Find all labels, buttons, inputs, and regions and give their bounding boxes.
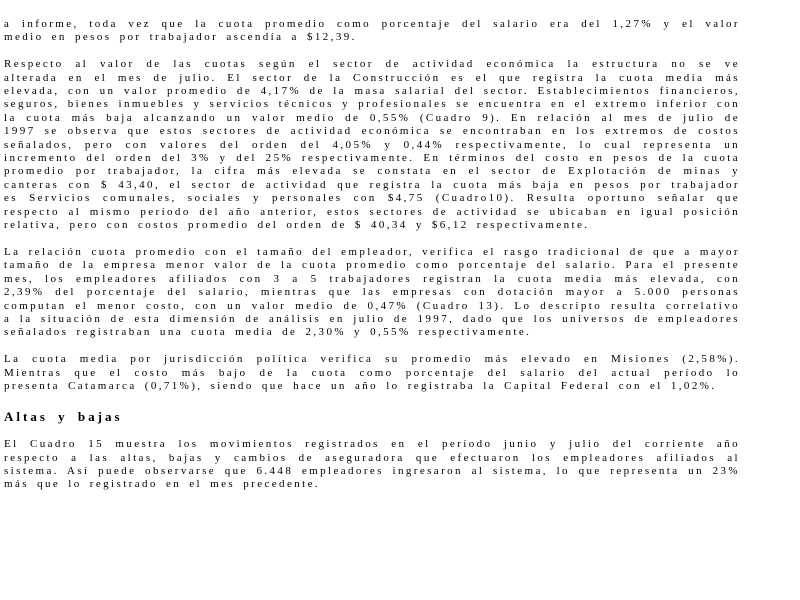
paragraph-sector-activity: Respecto al valor de las cuotas según el sector de actividad económica la estructura no se ve alterada en el mes de julio. El sector de la Construcción es el que registra la cuota media más elevada, con un valor promedio de 4,17% de la masa salarial del sector. Establecimientos financieros, seguros, bienes inmuebles y servicios técnicos y profesionales se encuentra en el extremo inferior con la cuota más baja alcanzando un valor medio de 0,55% (Cuadro 9). En relación al mes de julio de 1997 se observa que estos sectores de actividad económica se encontraban en los extremos de costos señalados, pero con valores del orden del 4,05% y 0,44% respectivamente, lo cual representa un incremento del orden del 3% y del 25% respectivamente. En términos del costo en pesos de la cuota promedio por trabajador, la cifra más elevada se constata en el sector de Explotación de minas y canteras con $ 43,40, el sector de actividad que registra la cuota más baja en pesos por trabajador es Servicios comunales, sociales y personales con $4,75 (Cuadro10). Resulta oportuno señalar que respecto al mismo período del año anterior, estos sectores de actividad se ubicaban en igual posición relativa, pero con costos promedio del orden de $ 40,34 y $6,12 respectivamente. <box>4 58 740 232</box>
paragraph-previous-report: a informe, toda vez que la cuota promedio como porcentaje del salario era del 1,27% y el valor medio en pesos por trabajador ascendía a $12,39. <box>4 18 740 44</box>
paragraph-employer-size: La relación cuota promedio con el tamaño del empleador, verifica el rasgo tradicional de que a mayor tamaño de la empresa menor valor de la cuota promedio como porcentaje del salario. Para el presente mes, los empleadores afiliados con 3 a 5 trabajadores registran la cuota media más elevada, con 2,39% del porcentaje del salario, mientras que las empresas con dotación mayor a 5.000 personas computan el menor costo, con un valor medio de 0,47% (Cuadro 13). Lo descripto resulta correlativo a la situación de esta dimensión de análisis en julio de 1997, dado que los universos de empleadores señalados registraban una cuota media de 2,30% y 0,55% respectivamente. <box>4 245 740 339</box>
document-body <box>4 18 740 505</box>
paragraph-registrations: El Cuadro 15 muestra los movimientos registrados en el período junio y julio del corriente año respecto a las altas, bajas y cambios de aseguradora que efectuaron los empleadores afiliados al sistema. Así puede observarse que 6.448 empleadores ingresaron al sistema, lo que representa un 23% más que lo registrado en el mes precedente. <box>4 438 740 491</box>
section-heading: Altas y bajas <box>4 408 123 424</box>
paragraph-jurisdiction: La cuota media por jurisdicción política verifica su promedio más elevado en Misiones (2,58%). Mientras que el costo más bajo de la cuota como porcentaje del salario del actual período lo presenta Catamarca (0,71%), siendo que hace un año lo registraba la Capital Federal con el 1,02%. <box>4 353 740 392</box>
